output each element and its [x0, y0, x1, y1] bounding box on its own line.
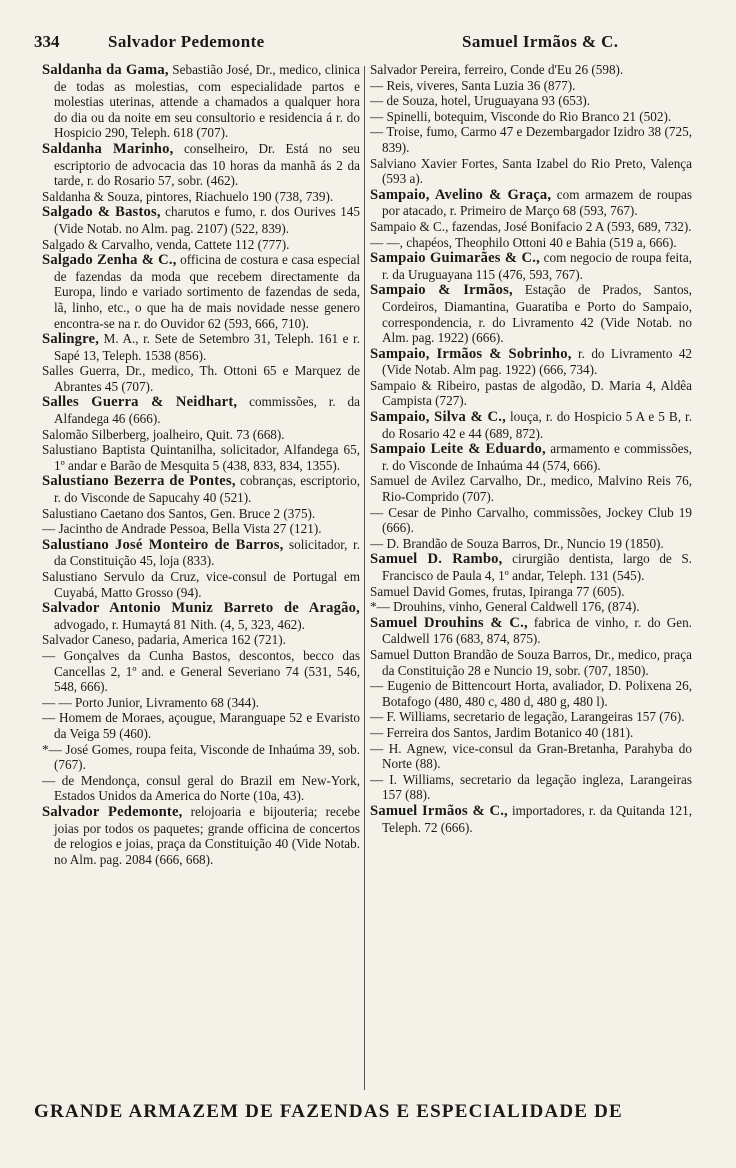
right-column [370, 62, 692, 1092]
entry-text: Sampaio & Ribeiro, pastas de algodão, D. Maria 4, Aldêa Campista (727). [370, 377, 692, 409]
entry-text: Salles Guerra, Dr., medico, Th. Ottoni 65 e Marquez de Abrantes 45 (707). [42, 363, 360, 394]
entry-text: commissões, r. da Alfandega 46 (666). [54, 394, 360, 427]
entry-name: Salgado & Bastos, [42, 204, 161, 221]
entry-name: Saldanha da Gama, [42, 62, 169, 78]
directory-entry [370, 93, 692, 109]
directory-entry [370, 536, 692, 552]
entry-text: Sampaio & C., fazendas, José Bonifacio 2 A (593, 689, 732). [370, 218, 692, 234]
directory-entry [42, 252, 360, 331]
entry-text: Salustiano Servulo da Cruz, vice-consul de Portugal em Cuyabá, Matto Grosso (94). [42, 569, 360, 600]
entry-text: — Troise, fumo, Carmo 47 e Dezembargador Izidro 38 (725, 839). [370, 124, 692, 155]
directory-entry [370, 78, 692, 94]
footer-advertisement: GRANDE ARMAZEM DE FAZENDAS E ESPECIALIDADE DE [34, 1101, 623, 1122]
directory-entry [370, 282, 692, 345]
entry-text: — D. Brandão de Souza Barros, Dr., Nuncio 19 (1850). [370, 535, 664, 551]
entry-text: louça, r. do Hospicio 5 A e 5 B, r. do Rosario 42 e 44 (689, 872). [382, 409, 692, 441]
directory-entry [370, 599, 692, 615]
directory-entry [42, 521, 360, 537]
entry-text: — I. Williams, secretario da legação ingleza, Larangeiras 157 (88). [370, 771, 692, 803]
entry-text: Salvador Caneso, padaria, America 162 (721). [42, 632, 286, 648]
left-running-head: Salvador Pedemonte [108, 32, 265, 51]
entry-text: — Eugenio de Bittencourt Horta, avaliador, D. Polixena 26, Botafogo (480, 480 c, 480 d, 480 g, 480 l). [370, 678, 692, 709]
entry-text: — F. Williams, secretario de legação, Larangeiras 157 (76). [370, 709, 685, 725]
directory-entry [370, 725, 692, 741]
entry-text: — Ferreira dos Santos, Jardim Botanico 40 (181). [370, 724, 634, 740]
entry-text: fabrica de vinho, r. do Gen. Caldwell 176 (683, 874, 875). [382, 614, 692, 647]
entry-text: Salgado & Carvalho, venda, Cattete 112 (777). [42, 236, 290, 252]
entry-text: — Spinelli, botequim, Visconde do Rio Branco 21 (502). [370, 108, 672, 124]
entry-name: Salgado Zenha & C., [42, 252, 177, 269]
entry-text: Salviano Xavier Fortes, Santa Izabel do Rio Preto, Valença (593 a). [370, 155, 692, 187]
directory-entry [42, 710, 360, 741]
entry-text: — —, chapéos, Theophilo Ottoni 40 e Bahia (519 a, 666). [370, 234, 677, 250]
column-divider [364, 66, 365, 1090]
entry-name: Salvador Pedemonte, [42, 803, 183, 820]
entry-text: officina de costura e casa especial de fazendas da moda que recebem directamente da Europa, lindo e variado sortimento de fazendas de seda, lã, linho, etc., o que ha de mais novidade nesse genero encontra-se na r. do Ouvidor 62 (593, 666, 710). [54, 252, 360, 331]
entry-name: Sampaio, Avelino & Graça, [370, 186, 552, 203]
entry-text: Samuel de Avilez Carvalho, Dr., medico, Malvino Reis 76, Rio-Comprido (707). [370, 473, 692, 505]
entry-text: Estação de Prados, Santos, Cordeiros, Diamantina, Guaratiba e Porto do Sampaio, correspondencia, r. do Livramento 42 (Vide Notab. no Alm. pag. 1922) (666). [382, 282, 692, 346]
directory-entry [370, 803, 692, 835]
entry-text: *— José Gomes, roupa feita, Visconde de Inhaúma 39, sob. (767). [42, 741, 360, 773]
directory-entry [370, 709, 692, 725]
directory-entry [42, 695, 360, 711]
directory-entry [42, 773, 360, 804]
entry-text: Samuel David Gomes, frutas, Ipiranga 77 (605). [370, 583, 625, 599]
directory-entry [370, 551, 692, 583]
entry-name: Samuel D. Rambo, [370, 551, 503, 568]
entry-text: relojoaria e bijouteria; recebe joias por todos os paquetes; grande officina de concertos de relogios e joias, praça da Constituição 40 (Vide Notab. no Alm. pag. 2084 (666, 668). [54, 803, 360, 867]
directory-entry [370, 772, 692, 803]
entry-text: Sebastião José, Dr., medico, clinica de todas as molestias, com especialidade partos e molestias uterinas, attende a chamados a qualquer hora do dia ou da noite em seu consultorio e residencia á r. do Hospicio 290, Teleph. 618 (707). [54, 62, 360, 141]
entry-name: Salustiano Bezerra de Pontes, [42, 473, 236, 490]
directory-entry [370, 235, 692, 251]
directory-entry [42, 632, 360, 648]
entry-name: Sampaio, Silva & C., [370, 409, 506, 426]
page-header [34, 30, 718, 54]
directory-entry [42, 189, 360, 205]
entry-name: Samuel Drouhins & C., [370, 614, 528, 631]
entry-text: Samuel Dutton Brandão de Souza Barros, Dr., medico, praça da Constituição 28 e Nuncio 19, sobr. (707, 1850). [370, 646, 692, 678]
directory-entry [42, 204, 360, 236]
directory-entry [370, 584, 692, 600]
entry-text: Salustiano Baptista Quintanilha, solicitador, Alfandega 65, 1º andar e Barão de Mesquita 5 (438, 833, 834, 1355). [42, 442, 360, 473]
directory-entry [42, 506, 360, 522]
entry-text: *— Drouhins, vinho, General Caldwell 176, (874). [370, 599, 640, 615]
directory-entry [42, 742, 360, 773]
directory-entry [370, 187, 692, 219]
entry-text: com negocio de roupa feita, r. da Uruguayana 115 (476, 593, 767). [382, 250, 692, 282]
directory-entry [370, 409, 692, 441]
entry-text: — Jacintho de Andrade Pessoa, Bella Vista 27 (121). [42, 521, 322, 537]
directory-entry [370, 378, 692, 409]
directory-entry [42, 237, 360, 253]
entry-text: cirurgião dentista, largo de S. Francisco de Paula 4, 1º andar, Teleph. 131 (545). [382, 551, 692, 583]
directory-entry [370, 441, 692, 473]
page-number: 334 [34, 32, 60, 51]
entry-text: r. do Livramento 42 (Vide Notab. Alm pag. 1922) (666, 734). [382, 345, 692, 378]
directory-entry [370, 109, 692, 125]
directory-entry [370, 346, 692, 378]
entry-text: importadores, r. da Quitanda 121, Teleph. 72 (666). [382, 802, 692, 835]
entry-text: — H. Agnew, vice-consul da Gran-Bretanha, Parahyba do Norte (88). [370, 740, 692, 772]
directory-entry [370, 250, 692, 282]
entry-text: — de Souza, hotel, Uruguayana 93 (653). [370, 93, 591, 109]
directory-entry [42, 394, 360, 426]
directory-entry [370, 62, 692, 78]
entry-text: — Cesar de Pinho Carvalho, commissões, Jockey Club 19 (666). [370, 504, 692, 536]
directory-entry [370, 615, 692, 647]
entry-text: conselheiro, Dr. Está no seu escriptorio de advocacia das 10 horas da manhã ás 2 da tarde, r. do Rosario 57, sobr. (462). [54, 140, 360, 189]
directory-entry [370, 124, 692, 155]
directory-entry [42, 442, 360, 473]
entry-name: Salustiano José Monteiro de Barros, [42, 536, 284, 553]
entry-text: — Reis, viveres, Santa Luzia 36 (877). [370, 77, 576, 93]
entry-text: com armazem de roupas por atacado, r. Primeiro de Março 68 (593, 767). [382, 186, 692, 219]
entry-text: — Gonçalves da Cunha Bastos, descontos, becco das Cancellas 2, 1º and. e General Severiano 74 (531, 546, 548, 666). [42, 647, 360, 695]
directory-entry [42, 473, 360, 505]
entry-text: cobranças, escriptorio, r. do Visconde de Sapucahy 40 (521). [54, 473, 360, 506]
entry-text: Salvador Pereira, ferreiro, Conde d'Eu 26 (598). [370, 62, 624, 77]
entry-text: advogado, r. Humaytá 81 Nith. (4, 5, 323, 462). [54, 616, 305, 632]
entry-text: Salomão Silberberg, joalheiro, Quit. 73 (668). [42, 426, 285, 442]
directory-entry [42, 331, 360, 363]
directory-entry [42, 569, 360, 600]
directory-entry [42, 363, 360, 394]
right-running-head: Samuel Irmãos & C. [462, 32, 619, 51]
entry-name: Sampaio, Irmãos & Sobrinho, [370, 345, 572, 362]
entry-text: — Homem de Moraes, açougue, Maranguape 52 e Evaristo da Veiga 59 (460). [42, 710, 360, 741]
entry-text: Saldanha & Souza, pintores, Riachuelo 190 (738, 739). [42, 188, 334, 204]
directory-entry [370, 505, 692, 536]
entry-name: Salles Guerra & Neidhart, [42, 394, 238, 411]
entry-name: Sampaio Leite & Eduardo, [370, 441, 546, 458]
directory-entry [370, 473, 692, 504]
directory-entry [370, 678, 692, 709]
entry-text: — — Porto Junior, Livramento 68 (344). [42, 694, 260, 710]
directory-entry [370, 741, 692, 772]
entry-name: Salvador Antonio Muniz Barreto de Aragão, [42, 600, 360, 617]
entry-text: — de Mendonça, consul geral do Brazil em New-York, Estados Unidos da America do Norte (10a, 43). [42, 772, 360, 804]
directory-entry [370, 156, 692, 187]
entry-name: Samuel Irmãos & C., [370, 802, 508, 819]
entry-name: Saldanha Marinho, [42, 140, 174, 157]
directory-entry [370, 647, 692, 678]
entry-text: Salustiano Caetano dos Santos, Gen. Bruce 2 (375). [42, 505, 316, 521]
entry-text: M. A., r. Sete de Setembro 31, Teleph. 161 e r. Sapé 13, Teleph. 1538 (856). [54, 331, 360, 363]
directory-entry [370, 219, 692, 235]
entry-name: Sampaio Guimarães & C., [370, 250, 540, 267]
entry-name: Sampaio & Irmãos, [370, 282, 513, 299]
directory-entry [42, 600, 360, 632]
entry-name: Salingre, [42, 331, 100, 348]
directory-entry [42, 141, 360, 189]
entry-text: armamento e commissões, r. do Visconde de Inhaúma 44 (574, 666). [382, 441, 692, 473]
directory-entry [42, 648, 360, 695]
entry-text: charutos e fumo, r. dos Ourives 145 (Vide Notab. no Alm. pag. 2107) (522, 839). [54, 204, 360, 236]
left-column [42, 62, 360, 1092]
directory-entry [42, 537, 360, 569]
directory-entry [42, 62, 360, 141]
entry-text: solicitador, r. da Constituição 45, loja (833). [54, 536, 360, 569]
directory-entry [42, 427, 360, 443]
directory-entry [42, 804, 360, 867]
